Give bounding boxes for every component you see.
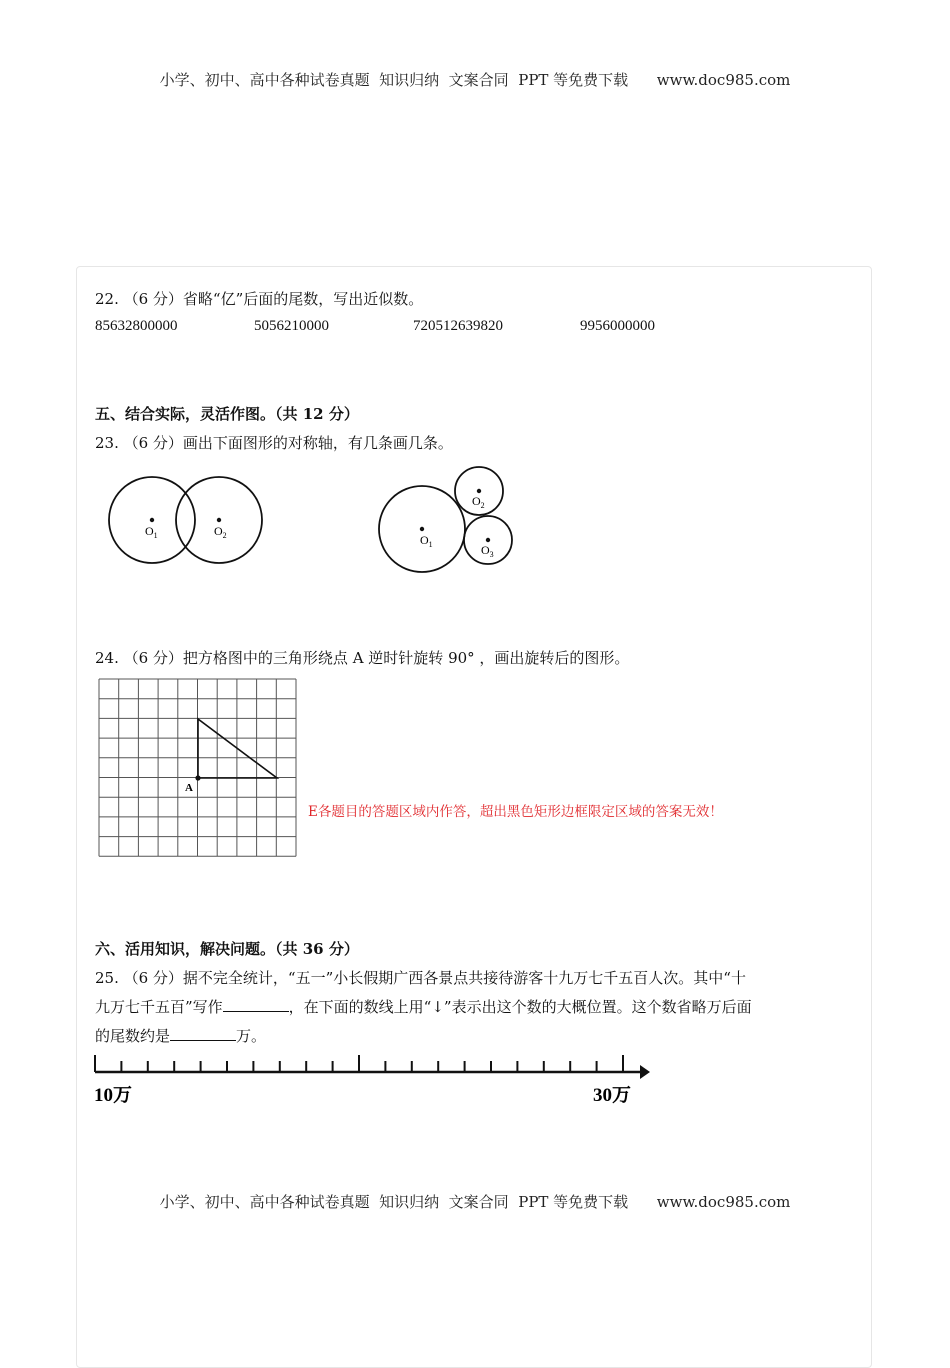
triangle	[198, 719, 277, 778]
q22-title: 22. （6 分）省略“亿”后面的尾数，写出近似数。	[95, 290, 424, 308]
center-dot-o2	[477, 489, 481, 493]
center-dot-o1	[420, 527, 424, 531]
q23-title: 23. （6 分）画出下面图形的对称轴，有几条画几条。	[95, 434, 453, 452]
label-o1: $O_1$	[145, 524, 158, 540]
section-5-title: 五、结合实际，灵活作图。（共 12 分）	[95, 405, 359, 423]
label-o2: $O_2$	[214, 524, 227, 540]
q24-title: 24. （6 分）把方格图中的三角形绕点 A 逆时针旋转 90° ，画出旋转后的图形。	[95, 649, 630, 667]
q25-line-3	[95, 1025, 266, 1046]
answer-blank-2[interactable]	[170, 1026, 236, 1041]
point-a-dot	[195, 775, 200, 780]
q25-line-2-start: 九万七千五百”写作	[95, 998, 223, 1016]
answer-area-warning: E各题目的答题区域内作答，超出黑色矩形边框限定区域的答案无效！	[308, 804, 723, 820]
center-dot-o3	[486, 538, 490, 542]
q22-number-1: 85632800000	[95, 318, 178, 334]
label-o1: $O_1$	[420, 533, 433, 549]
number-line-arrow	[640, 1065, 650, 1079]
label-o2: $O_2$	[472, 494, 485, 510]
q25-number-line	[88, 1050, 658, 1110]
q25-line-3-start: 的尾数约是	[95, 1027, 171, 1045]
number-line-start-label: 10万	[94, 1085, 133, 1106]
center-dot-o1	[150, 518, 154, 522]
q25-line-2	[95, 996, 752, 1017]
page-header: 小学、初中、高中各种试卷真题 知识归纳 文案合同 PPT 等免费下载 www.doc985.com	[159, 71, 791, 89]
center-dot-o2	[217, 518, 221, 522]
label-o3: $O_3$	[481, 543, 494, 559]
q22-number-3: 720512639820	[413, 318, 503, 334]
q22-number-2: 5056210000	[254, 318, 329, 334]
q23-figure-two-circles	[100, 470, 275, 570]
q25-line-2-end: ，在下面的数线上用“↓”表示出这个数的大概位置。这个数省略万后面	[288, 998, 752, 1016]
q23-figure-three-circles	[370, 460, 530, 580]
number-line-end-label: 30万	[593, 1085, 632, 1106]
answer-blank-1[interactable]	[223, 997, 289, 1012]
q25-line-3-end: 万。	[236, 1027, 267, 1045]
q24-grid	[98, 678, 300, 860]
page-footer: 小学、初中、高中各种试卷真题 知识归纳 文案合同 PPT 等免费下载 www.doc985.com	[159, 1193, 791, 1211]
q25-line-1: 25. （6 分）据不完全统计，“五一”小长假期广西各景点共接待游客十九万七千五百人次。其中“十	[95, 969, 746, 987]
number-line-ticks	[95, 1055, 623, 1072]
q22-number-4: 9956000000	[580, 318, 655, 334]
section-6-title: 六、活用知识，解决问题。（共 36 分）	[95, 940, 359, 958]
point-a-label: A	[185, 782, 193, 794]
